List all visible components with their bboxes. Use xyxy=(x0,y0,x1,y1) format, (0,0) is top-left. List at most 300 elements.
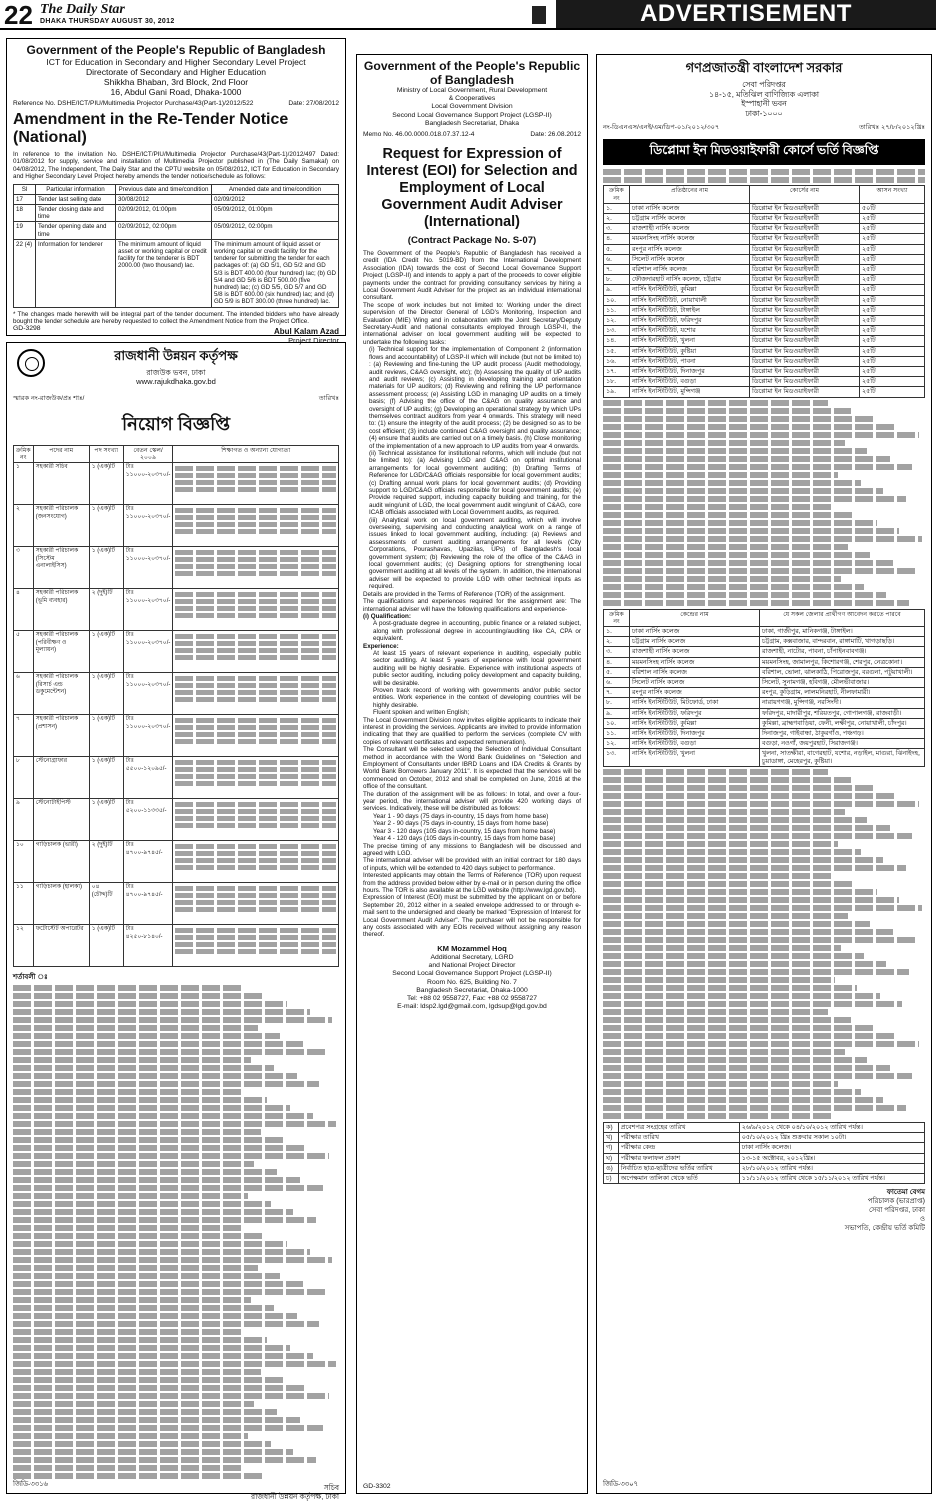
qualification-cell xyxy=(173,925,339,967)
table-cell: ২৬/৯/২০১২ থেকে ০৪/১০/২০১২ তারিখ পর্যন্ত। xyxy=(739,1122,924,1132)
table-cell: ২৫টি xyxy=(860,265,925,275)
table-row xyxy=(604,336,925,346)
table-cell: গাড়িচালক (ভারী) xyxy=(33,841,89,883)
table-cell: ২৫টি xyxy=(860,285,925,295)
table-cell: ৭. xyxy=(604,688,630,698)
table-cell: সিলেট নার্সিং কলেজ xyxy=(630,254,750,264)
ad3-signer: KM Mozammel Hoq xyxy=(437,943,507,953)
ad2-terms-block xyxy=(13,985,339,1479)
table-header: কেন্দ্রের নাম xyxy=(630,609,760,626)
table-cell: সহকারী পরিচালক (পরিবীক্ষণ ও মূল্যায়ন) xyxy=(33,631,89,673)
table-cell: নারায়ণগঞ্জ, মুন্সিগঞ্জ, নরসিংদী। xyxy=(760,698,925,708)
section-title: ADVERTISEMENT xyxy=(556,0,936,28)
table-cell: ঙ) xyxy=(604,1163,619,1173)
amendment-notice-ad xyxy=(6,38,346,346)
ad3-paragraph: Expression of Interest (EOI) must be submitted by the applicant on or before September 20, 2012 either in a sealed envelope addressed to or through e-mail sent to the undersigned and clearly be marked "Expression of Interest for Local Government Audit Adviser". The purchaser will not be responsible for any costs associated with any EOIs received without assigning any reason thereof. xyxy=(363,894,581,939)
table-cell: ২৫টি xyxy=(860,346,925,356)
table-cell: রংপুর নার্সিং কলেজ xyxy=(630,244,750,254)
table-row xyxy=(14,239,339,307)
table-cell: ১ (এক)টি xyxy=(89,799,123,841)
table-cell: ২৫টি xyxy=(860,275,925,285)
eoi-audit-adviser-ad xyxy=(356,54,588,1494)
ad3-paragraph: The Local Government Division now invites eligible applicants to indicate their interest in providing the services. Applicants are invited to provide information indicating that they are qualified to perform the services (complete CV with copies of relevant certificates and expected remuneration). xyxy=(363,716,581,746)
table-cell: ১ (এক)টি xyxy=(89,547,123,589)
table-cell: চট্টগ্রাম নার্সিং কলেজ xyxy=(630,213,750,223)
table-cell: ডিপ্লোমা ইন মিডওয়াইফারী xyxy=(750,377,860,387)
qualification-cell xyxy=(173,799,339,841)
table-row xyxy=(604,718,925,728)
table-cell: ঢাকা নার্সিং কলেজ xyxy=(630,203,750,213)
ad3-sign-line: Additional Secretary, LGRD xyxy=(430,954,514,961)
ad4-sign-line: সেবা পরিদপ্তর, ঢাকা xyxy=(868,1207,925,1215)
table-header: প্রতিষ্ঠানের নাম xyxy=(630,186,750,203)
ad1-note: * The changes made herewith will be integral part of the tender document. The intended bidders who have already bought the tender schedule are hereby requested to collect the Amendment Notice from the Project Office. xyxy=(13,310,339,326)
table-cell: বগুড়া, নওগাঁ, জয়পুরহাট, সিরাজগঞ্জ। xyxy=(760,739,925,749)
table-cell: কুমিল্লা, ব্রাহ্মণবাড়িয়া, ফেনী, লক্ষীপুর, নোয়াখালী, চাঁদপুর। xyxy=(760,718,925,728)
table-cell: নার্সিং ইনস্টিটিউট, খুলনা xyxy=(630,336,750,346)
ad2-terms-title: শর্তাবলী ঃ xyxy=(13,974,48,982)
table-cell: ৫০টি xyxy=(860,203,925,213)
table-cell: ৮ xyxy=(14,757,34,799)
table-cell: ১৫. xyxy=(604,346,630,356)
ad3-experience: Proven track record of working with governments and/or public sector entities. Work experience in the context of developing countries will be highly desirable. xyxy=(373,686,581,709)
table-row xyxy=(14,631,339,673)
table-row xyxy=(604,265,925,275)
ad1-line: Directorate of Secondary and Higher Education xyxy=(85,67,267,77)
table-row xyxy=(604,387,925,397)
table-cell: ময়মনসিংহ নার্সিং কলেজ xyxy=(630,234,750,244)
ad2-title: নিয়োগ বিজ্ঞপ্তি xyxy=(121,414,231,434)
table-cell: নার্সিং ইনস্টিটিউট, ফরিদপুর xyxy=(630,708,760,718)
table-cell: ৩ xyxy=(14,547,34,589)
table-cell: চট্টগ্রাম নার্সিং কলেজ xyxy=(630,637,760,647)
table-cell: বরিশাল, ভোলা, ঝালকাঠি, পিরোজপুর, বরগুনা, পটুয়াখালী। xyxy=(760,667,925,677)
table-cell: সহকারী সচিব xyxy=(33,463,89,505)
table-cell: ২৫টি xyxy=(860,377,925,387)
table-cell: ২. xyxy=(604,213,630,223)
table-cell: Tender closing date and time xyxy=(36,205,116,222)
table-row xyxy=(604,275,925,285)
table-cell: 19 xyxy=(14,222,36,239)
table-cell: পরীক্ষার ফলাফল প্রকাশ xyxy=(618,1153,739,1163)
table-row xyxy=(604,1143,925,1153)
ad4-line: সেবা পরিদপ্তর xyxy=(742,80,786,89)
table-header: Previous date and time/condition xyxy=(116,184,212,194)
table-cell: খ) xyxy=(604,1133,619,1143)
table-cell: স্টেনোটাইপিস্ট xyxy=(33,799,89,841)
table-cell: নার্সিং ইনস্টিটিউট, ফরিদপুর xyxy=(630,316,750,326)
ad3-qual-title: (i) Qualification: xyxy=(363,612,411,620)
table-cell: ডিপ্লোমা ইন মিডওয়াইফারী xyxy=(750,367,860,377)
ad2-heading: রাজধানী উন্নয়ন কর্তৃপক্ষ xyxy=(114,348,238,363)
table-cell: ১১. xyxy=(604,305,630,315)
table-cell: ৫ xyxy=(14,631,34,673)
ad3-paragraph: The Consultant will be selected using the Selection of Individual Consultant method in accordance with the World Bank Guidelines on "Selection and Employment of Consultants under IBRD Loans and IDA Credits & Grants by World Bank Borrowers January 2011". It is expected that the services will be commenced on October, 2012 and shall be completed on June, 2016 at the office of the consultant. xyxy=(363,746,581,791)
table-cell: গাড়িচালক (হালকা) xyxy=(33,883,89,925)
table-cell: ৭ xyxy=(14,715,34,757)
table-cell: ২. xyxy=(604,637,630,647)
ad2-sign: সচিব xyxy=(323,1483,339,1493)
ad1-line: Shikkha Bhaban, 3rd Block, 2nd Floor xyxy=(103,77,249,87)
table-cell: ডিপ্লোমা ইন মিডওয়াইফারী xyxy=(750,356,860,366)
paper-name: The Daily Star xyxy=(40,2,125,17)
table-cell: ঢাকা নার্সিং কলেজ xyxy=(630,627,760,637)
table-row xyxy=(14,463,339,505)
table-cell: ১০ xyxy=(14,841,34,883)
table-cell: ২৫টি xyxy=(860,387,925,397)
page-number: 22 xyxy=(4,0,33,30)
table-cell: ৮. xyxy=(604,698,630,708)
table-cell: রংপুর নার্সিং কলেজ xyxy=(630,688,760,698)
table-row xyxy=(604,316,925,326)
qualification-cell xyxy=(173,505,339,547)
table-cell: 05/09/2012, 02:00pm xyxy=(212,222,339,239)
table-cell: ডিপ্লোমা ইন মিডওয়াইফারী xyxy=(750,285,860,295)
table-cell: ডিপ্লোমা ইন মিডওয়াইফারী xyxy=(750,275,860,285)
table-header: শিক্ষাগত ও অন্যান্য যোগ্যতা xyxy=(173,446,339,463)
table-cell: নার্সিং ইনস্টিটিউট, কুমিল্লা xyxy=(630,718,760,728)
table-row xyxy=(604,739,925,749)
rajuk-recruitment-ad xyxy=(6,342,346,1501)
table-header: পদের নাম xyxy=(33,446,89,463)
table-cell: ডিপ্লোমা ইন মিডওয়াইফারী xyxy=(750,305,860,315)
table-cell: ০৪ (চৌদ্দ)টি xyxy=(89,883,123,925)
ad1-line: ICT for Education in Secondary and Higher Secondary Level Project xyxy=(46,57,306,67)
table-cell: ১৮. xyxy=(604,377,630,387)
qualification-cell xyxy=(173,757,339,799)
table-cell: 05/09/2012, 01:00pm xyxy=(212,205,339,222)
qualification-cell xyxy=(173,589,339,631)
qualification-cell xyxy=(173,715,339,757)
table-cell: ১০. xyxy=(604,295,630,305)
table-row xyxy=(604,667,925,677)
ad4-date: তারিখঃ ২৭/৮/২০১২খ্রিঃ xyxy=(858,124,925,132)
table-cell: চ) xyxy=(604,1173,619,1183)
ad1-code: GD-3298 xyxy=(13,325,41,332)
table-row xyxy=(14,757,339,799)
table-cell: ১২ xyxy=(14,925,34,967)
table-cell: ১. xyxy=(604,627,630,637)
star-logo-icon xyxy=(532,6,546,24)
table-cell: টাঃ ১১০০০-২০৩৭০/- xyxy=(123,631,173,673)
table-cell: ডিপ্লোমা ইন মিডওয়াইফারী xyxy=(750,203,860,213)
table-row xyxy=(14,589,339,631)
ad3-paragraph: The duration of the assignment will be as follows: In total, and over a four-year period, the international adviser will provide 420 working days of services. Indicatively, these will be distributed as follows: xyxy=(363,790,581,813)
table-cell: ফটোস্টেট অপারেটর xyxy=(33,925,89,967)
table-cell: ঢাকা নার্সিং কলেজ। xyxy=(739,1143,924,1153)
table-row xyxy=(14,194,339,204)
table-row xyxy=(14,505,339,547)
table-cell: ৮. xyxy=(604,275,630,285)
table-header: আসন সংখ্যা xyxy=(860,186,925,203)
ad3-heading: Government of the People's Republic of Bangladesh xyxy=(363,59,581,87)
table-cell: Information for tenderer xyxy=(36,239,116,307)
table-row xyxy=(604,698,925,708)
table-cell: ৪. xyxy=(604,234,630,244)
table-row xyxy=(14,925,339,967)
table-row xyxy=(604,688,925,698)
table-cell: নার্সিং ইনস্টিটিউট, মুন্সিগঞ্জ xyxy=(630,387,750,397)
ad3-task: (ii) Technical assistance for institutional reforms, which will include (but not be limited to): (a) Advising LGD and C&AG on optimal institutional arrangements for local government auditing; (b) Drafting Terms of Reference for LGD/C&AG officials responsible for local government audits; (c) Drafting annual work plans for local government audits; (d) Providing support to LGD/C&AG officials responsible for local government audits; (e) Provide required support, including capacity building and training, for the audit wing/unit of LGD, the local government audit wing/unit of C&AG, core ICAB officials associated with Local Government audits, as required. xyxy=(369,449,581,517)
table-cell: অপেক্ষমান তালিকা থেকে ভর্তি xyxy=(618,1173,739,1183)
table-row xyxy=(604,224,925,234)
ad1-signer-title: Project Director xyxy=(288,336,339,346)
ad1-signer: Abul Kalam Azad xyxy=(273,327,339,337)
ad4-line: ১৪-১৫, মতিঝিল বাণিজ্যিক এলাকা xyxy=(708,89,820,99)
ad3-task: (iii) Analytical work on local government auditing, which will involve overseeing, supervising and conducting analytical work on a range of issues linked to local government auditing, including: (a) Reviews and assessments of current auditing arrangements for all levels (City Corporations, Pourashavas, Upazilas, UPs) of Bangladesh's local government system; (b) Reviewing the role of the office of the C&AG in local government audits; (c) Designing options for strengthening local government auditing at all levels of the system. In addition, the international adviser will be expected to provide LGD with other technical inputs as required. xyxy=(369,516,581,591)
table-cell: ডিপ্লোমা ইন মিডওয়াইফারী xyxy=(750,316,860,326)
table-cell: ৬. xyxy=(604,678,630,688)
ad3-paragraph: The international adviser will be provided with an initial contract for 180 days of inputs, which will be extended to 420 days subject to performance. xyxy=(363,857,581,872)
table-cell: ১১/১১/২০১২ তারিখ থেকে ১৫/১১/২০১২ তারিখ পর্যন্ত। xyxy=(739,1173,924,1183)
table-cell: ৪ xyxy=(14,589,34,631)
table-row xyxy=(604,627,925,637)
table-cell: প্রবেশপত্র সংগ্রহের তারিখ xyxy=(618,1122,739,1132)
ad2-code: জিডি-৩৩১৬ xyxy=(13,1481,48,1488)
table-cell: ক) xyxy=(604,1122,619,1132)
ad3-line: Local Government Division xyxy=(431,103,513,111)
table-row xyxy=(604,234,925,244)
centre-table xyxy=(603,609,925,767)
table-cell: ডিপ্লোমা ইন মিডওয়াইফারী xyxy=(750,295,860,305)
table-cell: ২৫টি xyxy=(860,213,925,223)
table-cell: ডিপ্লোমা ইন মিডওয়াইফারী xyxy=(750,387,860,397)
seat-table xyxy=(603,185,925,397)
table-cell: The minimum amount of liquid asset or working capital or credit facility for the tenderer for submitting the tender for each packages of: (a) GD 5/1, GD 5/2 and GD 5/3 is BDT 400.00 (four hundred) lac; (b) GD 5/4 and GD 5/6 is BDT 500.00 (five hundred) lac; (c) GD 5/5, GD 5/7 and GD 5/8 is BDT 600.00 (six hundred) lac; and (d) GD 5/9 is BDT 300.00 (three hundred) lac. xyxy=(212,239,339,307)
table-cell: ১১ xyxy=(14,883,34,925)
table-cell: ১৭. xyxy=(604,367,630,377)
ad3-paragraph: The Government of the People's Republic of Bangladesh has received a credit (IDA Credit No. 5019-BD) from the International Development Association (IDA) towards the cost of Second Local Governance Support Project (LGSP-II) and intends to apply a part of the proceeds to cover eligible payments under the contract for providing consultancy services by hiring a Local Government Audit Adviser for the project as an individual international consultant. xyxy=(363,250,581,302)
table-cell: নার্সিং ইনস্টিটিউট, দিনাজপুর xyxy=(630,729,760,739)
table-cell: ৯. xyxy=(604,285,630,295)
ad3-year: Year 2 - 90 days (75 days in-country, 15 days from home base) xyxy=(373,820,549,828)
table-row xyxy=(604,326,925,336)
table-cell: ডিপ্লোমা ইন মিডওয়াইফারী xyxy=(750,234,860,244)
table-cell: ১৯. xyxy=(604,387,630,397)
table-cell: টাঃ ১১০০০-২০৩৭০/- xyxy=(123,547,173,589)
ad3-sign-line: E-mail: ldsp2.lgd@gmail.com, lgdsup@lgd.gov.bd xyxy=(397,1003,547,1011)
ad1-title: Amendment in the Re-Tender Notice (National) xyxy=(13,111,289,146)
table-cell: ২৫টি xyxy=(860,305,925,315)
ad2-sign-office: রাজধানী উন্নয়ন কর্তৃপক্ষ, ঢাকা xyxy=(251,1492,339,1501)
ad4-memo: নং-ডিএনএস/এনই/এম/ডিপ-০১/২০১২/৩০৭ xyxy=(603,124,720,132)
table-row xyxy=(604,305,925,315)
table-row xyxy=(604,678,925,688)
table-cell: ১ (এক)টি xyxy=(89,631,123,673)
table-cell: ৯. xyxy=(604,708,630,718)
ad4-line: ইস্পাহানী ভবন xyxy=(741,99,787,109)
table-cell: ডিপ্লোমা ইন মিডওয়াইফারী xyxy=(750,224,860,234)
table-cell: ২৫টি xyxy=(860,367,925,377)
table-cell: 30/08/2012 xyxy=(116,194,212,204)
table-cell: রাজশাহী নার্সিং কলেজ xyxy=(630,224,750,234)
table-cell: খুলনা, সাতক্ষীরা, বাগেরহাট, যশোর, নড়াইল, মাগুরা, ঝিনাইদহ, চুয়াডাঙ্গা, মেহেরপুর, কুষ্টিয়া। xyxy=(760,749,925,766)
ad3-paragraph: Interested applicants may obtain the Terms of Reference (TOR) upon request from the address provided below either by e-mail or in person during the office hours. The TOR is also available at the LGD website (http://www.lgd.gov.bd). xyxy=(363,872,581,894)
table-cell: নার্সিং ইনস্টিটিউট, বগুড়া xyxy=(630,739,760,749)
ad1-line: 16, Abdul Gani Road, Dhaka-1000 xyxy=(110,87,242,97)
ad4-heading: গণপ্রজাতন্ত্রী বাংলাদেশ সরকার xyxy=(685,60,843,75)
table-cell: রাজশাহী নার্সিং কলেজ xyxy=(630,647,760,657)
ad4-conditions-block xyxy=(603,400,925,606)
table-header: যে সকল জেলার প্রার্থীগণ আবেদন করতে পারবে xyxy=(760,609,925,626)
table-cell: সহকারী পরিচালক (জনসংযোগ) xyxy=(33,505,89,547)
table-cell: 22 (4) xyxy=(14,239,36,307)
ad4-signer: ফাতেমা বেগম xyxy=(886,1189,925,1197)
table-cell: ২৫টি xyxy=(860,295,925,305)
ad3-sign-line: Tel: +88 02 9558727, Fax: +88 02 9558727 xyxy=(406,995,537,1003)
table-cell: বরিশাল নার্সিং কলেজ xyxy=(630,265,750,275)
table-row xyxy=(604,749,925,766)
ad1-heading: Government of the People's Republic of Bangladesh xyxy=(26,43,326,57)
table-cell: ৯ xyxy=(14,799,34,841)
table-cell: স্টেনোগ্রাফার xyxy=(33,757,89,799)
table-cell: গ) xyxy=(604,1143,619,1153)
table-cell: সিলেট, সুনামগঞ্জ, হবিগঞ্জ, মৌলভীবাজার। xyxy=(760,678,925,688)
table-cell: ১৩. xyxy=(604,749,630,766)
ad3-title: Request for Expression of Interest (EOI) for Selection and Employment of Local Government Audit Adviser (International) xyxy=(366,146,578,231)
ad4-sign-line: পরিচালক (ভারপ্রাপ্ত) xyxy=(867,1198,925,1206)
table-header: কোর্সের নাম xyxy=(750,186,860,203)
table-cell: টাঃ ৪৭০০-৯৭৪৫/- xyxy=(123,883,173,925)
ad3-year: Year 3 - 120 days (105 days in-country, 15 days from home base) xyxy=(373,827,556,835)
table-cell: পরীক্ষার তারিখ xyxy=(618,1133,739,1143)
table-cell: ১ (এক)টি xyxy=(89,925,123,967)
table-cell: ১২. xyxy=(604,739,630,749)
table-row xyxy=(14,547,339,589)
table-cell: টাঃ ৫৫০০-১২০৯৫/- xyxy=(123,757,173,799)
table-cell: নার্সিং ইনস্টিটিউট, খুলনা xyxy=(630,749,760,766)
table-row xyxy=(604,356,925,366)
masthead xyxy=(0,0,936,30)
ad4-sign-line: সভাপতি, কেন্দ্রীয় ভর্তি কমিটি xyxy=(844,1225,925,1233)
table-cell: ১ (এক)টি xyxy=(89,673,123,715)
ad3-exp-title: Experience: xyxy=(363,642,399,650)
table-header: Sl xyxy=(14,184,36,194)
table-cell: ডিপ্লোমা ইন মিডওয়াইফারী xyxy=(750,254,860,264)
table-cell: নার্সিং ইনস্টিটিউট, কুষ্টিয়া xyxy=(630,346,750,356)
table-cell: ২৫টি xyxy=(860,326,925,336)
table-cell: ১০. xyxy=(604,718,630,728)
table-header: পদ সংখ্যা xyxy=(89,446,123,463)
table-cell: ৫. xyxy=(604,667,630,677)
table-cell: ২৫টি xyxy=(860,356,925,366)
table-row xyxy=(604,213,925,223)
table-cell: সহকারী পরিচালক (সিস্টেম এনালাইসিস) xyxy=(33,547,89,589)
table-cell: টাঃ ৫২০০-১১৩৩৫/- xyxy=(123,799,173,841)
table-cell: নার্সিং ইনস্টিটিউট, যশোর xyxy=(630,326,750,336)
table-cell: Tender opening date and time xyxy=(36,222,116,239)
table-cell: পরীক্ষার কেন্দ্র xyxy=(618,1143,739,1153)
ad4-banner: ডিপ্লোমা ইন মিডওয়াইফারী কোর্সে ভর্তি বিজ্ঞপ্তি xyxy=(603,139,925,165)
table-cell: ২ xyxy=(14,505,34,547)
table-cell: ১ (এক)টি xyxy=(89,757,123,799)
table-cell: ডিপ্লোমা ইন মিডওয়াইফারী xyxy=(750,265,860,275)
table-cell: ২৫টি xyxy=(860,244,925,254)
ad3-line: & Cooperatives xyxy=(448,95,496,103)
qualification-cell xyxy=(173,883,339,925)
table-cell: ১১. xyxy=(604,729,630,739)
midwifery-admission-ad xyxy=(596,54,932,1494)
ad3-sign-line: Bangladesh Secretariat, Dhaka-1000 xyxy=(416,986,528,994)
ad3-qualification: A post-graduate degree in accounting, public finance or a related subject, along with professional degree in accounting/auditing like CA, CPA or equivalent. xyxy=(373,620,581,643)
ad3-package: (Contract Package No. S-07) xyxy=(407,235,537,247)
table-row xyxy=(604,377,925,387)
table-header: বেতন স্কেল/২০০৯ xyxy=(123,446,173,463)
ad3-line: Second Local Governance Support Project (LGSP-II) xyxy=(392,111,552,119)
ad4-rules-block xyxy=(603,769,925,1119)
table-cell: টাঃ ১১০০০-২০৩৭০/- xyxy=(123,673,173,715)
ad3-task: (i) Technical support for the implementation of Component 2 (information flows and accountability) of LGSP-II which will include (but not be limited to) : (a) Reviewing and fine-tuning the UP audit process (Audit methodology, audit reviews, C&AG oversight, etc); (b) Assessing the quality of UP audits and audit reviews; (c) Assisting in developing training and orientation materials for UP auditors; (d) Reviewing and refining the UP performance assessment process; (e) Assisting LGD in managing UP audits on a timely basis; (f) Advising the office of the C&AG on quality assurance and oversight of UP audits; (g) Developing an operational strategy by which UPs themselves contract auditors from year 4 onwards. This strategy will need to: (1) ensure the integrity of the audit process; (2) be designed so as to be cost efficient; (3) include continued C&AG oversight and quality assurance; (4) ensure that audits are carried out on a timely basis. (h) Close monitoring of the implementation of a new approach to UP audits from year 4 onwards. xyxy=(369,346,581,450)
table-cell: ডিপ্লোমা ইন মিডওয়াইফারী xyxy=(750,336,860,346)
paper-date: DHAKA THURSDAY AUGUST 30, 2012 xyxy=(40,18,175,25)
table-cell: নার্সিং ইনস্টিটিউট, দিনাজপুর xyxy=(630,367,750,377)
table-cell: সহকারী পরিচালক (প্রশাসন) xyxy=(33,715,89,757)
table-row xyxy=(604,295,925,305)
ad2-website: www.rajukdhaka.gov.bd xyxy=(136,377,216,386)
rajuk-logo-icon xyxy=(17,349,45,377)
table-row xyxy=(604,647,925,657)
table-cell: ডিপ্লোমা ইন মিডওয়াইফারী xyxy=(750,326,860,336)
table-cell: ১ xyxy=(14,463,34,505)
qualification-cell xyxy=(173,547,339,589)
ad4-line: ঢাকা-১০০০ xyxy=(745,108,783,118)
table-cell: ফৌজদারহাট নার্সিং কলেজ, চট্টগ্রাম xyxy=(630,275,750,285)
table-cell: ২৮/১০/২০১২ তারিখ পর্যন্ত। xyxy=(739,1163,924,1173)
table-row xyxy=(14,883,339,925)
table-cell: ৩. xyxy=(604,224,630,234)
table-cell: টাঃ ১১০০০-২০৩৭০/- xyxy=(123,505,173,547)
ad2-memo: স্মারক নং-রাজউক/প্রঃ শাঃ/ xyxy=(13,395,85,402)
table-header: ক্রমিক নং xyxy=(604,186,630,203)
table-cell: 17 xyxy=(14,194,36,204)
ad3-sign-line: Second Local Governance Support Project (LGSP-II) xyxy=(392,970,552,978)
table-row xyxy=(604,637,925,647)
schedule-table xyxy=(603,1122,925,1184)
table-cell: সহকারী পরিচালক (ভূমি ব্যবহার) xyxy=(33,589,89,631)
table-row xyxy=(604,729,925,739)
table-cell: নার্সিং ইনস্টিটিউট, নোয়াখালী xyxy=(630,295,750,305)
table-cell: ১ (এক)টি xyxy=(89,715,123,757)
table-cell: ডিপ্লোমা ইন মিডওয়াইফারী xyxy=(750,213,860,223)
table-cell: ফরিদপুর, মাদারীপুর, শরিয়তপুর, গোপালগঞ্জ, রাজবাড়ী। xyxy=(760,708,925,718)
table-row xyxy=(604,254,925,264)
table-cell: ২৫টি xyxy=(860,224,925,234)
table-cell: ১. xyxy=(604,203,630,213)
ad3-date: Date: 26.08.2012 xyxy=(530,131,581,139)
table-cell: ময়মনসিংহ, জামালপুর, কিশোরগঞ্জ, শেরপুর, নেত্রকোনা। xyxy=(760,657,925,667)
table-cell: 18 xyxy=(14,205,36,222)
table-cell: ২৫টি xyxy=(860,234,925,244)
table-cell: নার্সিং ইনস্টিটিউট, কুমিল্লা xyxy=(630,285,750,295)
ad3-line: Ministry of Local Government, Rural Development xyxy=(396,87,548,94)
ad3-experience: At least 15 years of relevant experience in auditing, especially public sector auditing. At least 5 years of experience with local government auditing will be highly desirable. Experience with institutional aspects of public sector auditing, including policy development and capacity building, will be desirable. xyxy=(373,649,581,687)
table-cell: সহকারী পরিচালক (রিসার্চ এন্ড ডকুমেন্টেশন) xyxy=(33,673,89,715)
table-cell: ৩. xyxy=(604,647,630,657)
table-row xyxy=(14,205,339,222)
table-header: ক্রমিক নং xyxy=(14,446,34,463)
table-row xyxy=(604,1122,925,1132)
table-cell: ২৫টি xyxy=(860,254,925,264)
table-cell: ০৫/১০/২০১২ খ্রিঃ শুক্রবার সকাল ১০টা। xyxy=(739,1133,924,1143)
table-cell: নির্বাচিত ছাত্র-ছাত্রীদের ভর্তির তারিখ xyxy=(618,1163,739,1173)
amendment-table xyxy=(13,184,339,308)
table-header: ক্রমিক নং xyxy=(604,609,630,626)
table-cell: টাঃ ৪৭০০-৯৭৪৫/- xyxy=(123,841,173,883)
table-cell: বরিশাল নার্সিং কলেজ xyxy=(630,667,760,677)
table-cell: ১৪. xyxy=(604,336,630,346)
table-cell: ৬ xyxy=(14,673,34,715)
ad3-code: GD-3302 xyxy=(363,1483,391,1490)
